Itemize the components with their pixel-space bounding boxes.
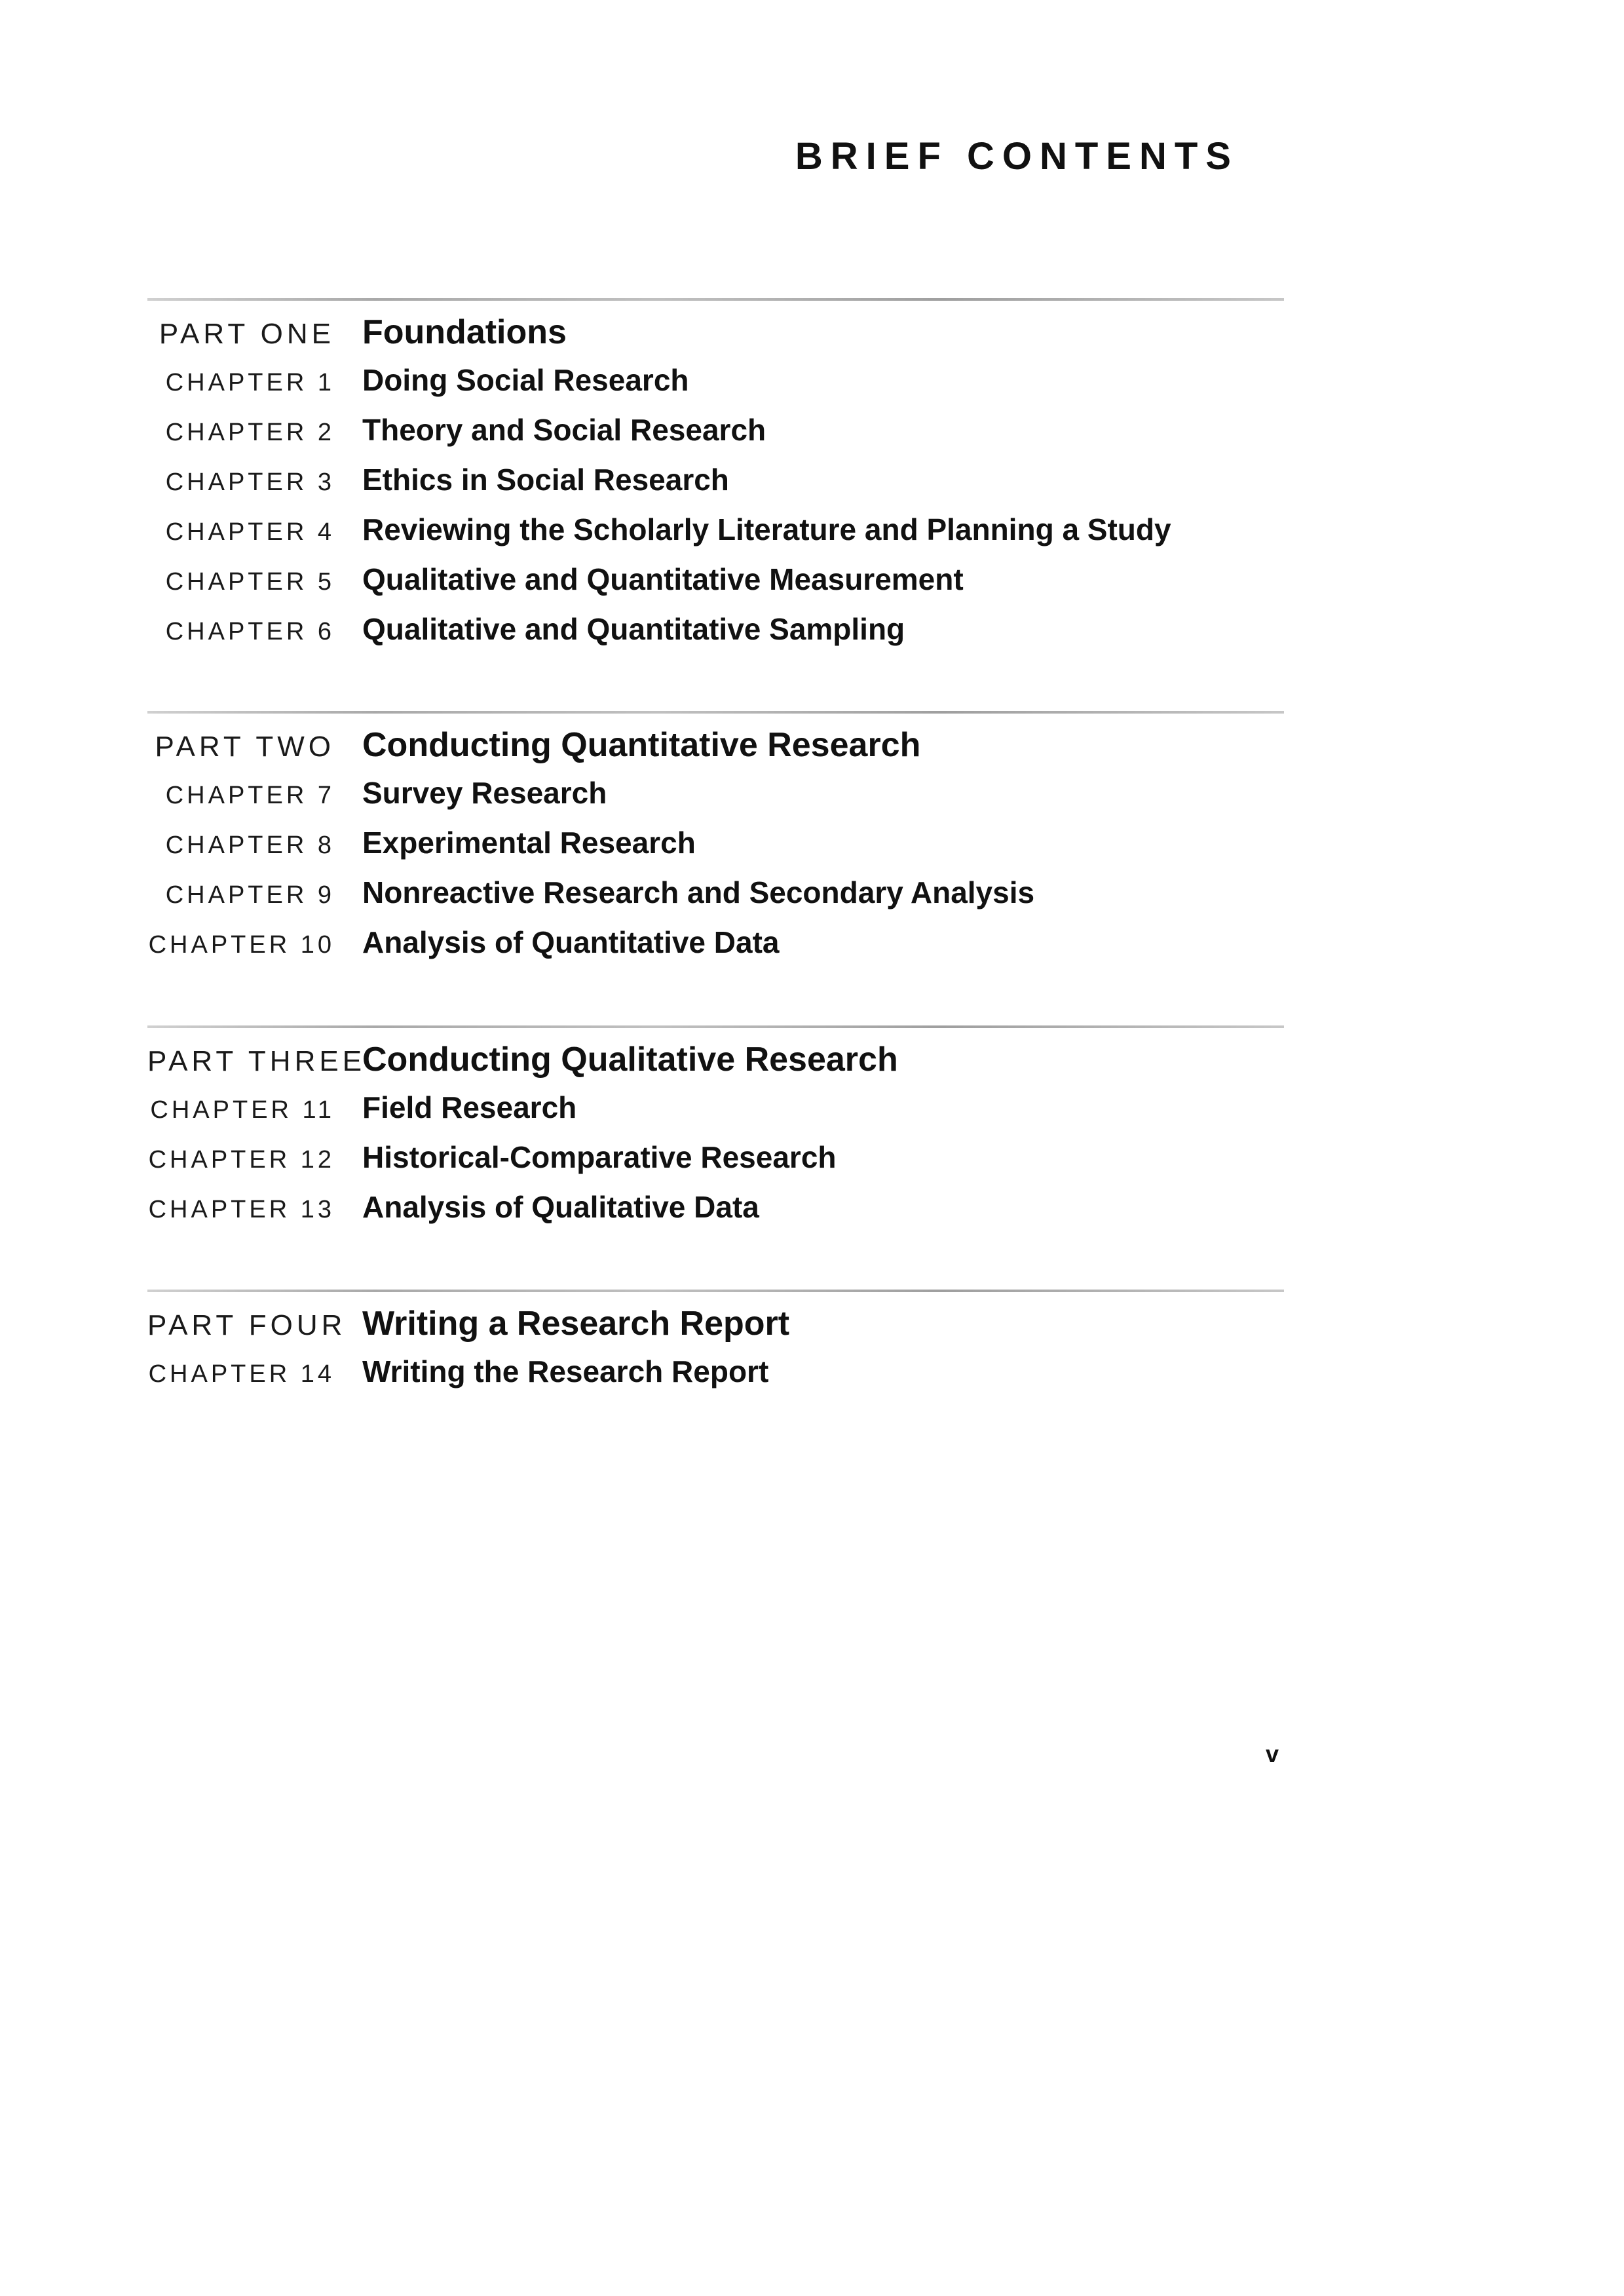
chapter-label: CHAPTER 4 [165,518,335,546]
chapter-label: CHAPTER 1 [165,369,335,396]
chapter-title: Theory and Social Research [362,413,766,447]
chapter-row [147,362,1284,412]
chapter-title: Analysis of Qualitative Data [362,1190,759,1224]
chapter-row [147,775,1284,825]
chapter-label: CHAPTER 5 [165,568,335,596]
part-heading-row [147,1040,1284,1090]
part-title: Foundations [362,313,567,351]
chapter-row [147,611,1284,661]
chapter-title: Writing the Research Report [362,1354,769,1388]
chapter-label: CHAPTER 13 [148,1196,335,1223]
part-label: PART FOUR [147,1309,347,1341]
chapter-row [147,925,1284,974]
page-number: v [1266,1740,1279,1767]
chapter-row [147,512,1284,562]
section-divider [147,1025,1284,1028]
page-title: BRIEF CONTENTS [795,135,1239,178]
chapter-title: Experimental Research [362,826,696,860]
chapter-label: CHAPTER 14 [148,1360,335,1388]
section-divider [147,711,1284,714]
chapter-label: CHAPTER 9 [165,881,335,909]
part-title: Conducting Qualitative Research [362,1041,898,1079]
chapter-row [147,562,1284,611]
part-heading-row [147,725,1284,775]
chapter-title: Ethics in Social Research [362,463,729,497]
chapter-row [147,1090,1284,1139]
chapter-title: Field Research [362,1090,577,1124]
chapter-title: Doing Social Research [362,363,689,397]
part-label: PART THREE [147,1045,366,1077]
chapter-row [147,1139,1284,1189]
part-title: Writing a Research Report [362,1305,790,1343]
chapter-label: CHAPTER 11 [150,1096,335,1124]
chapter-row [147,1189,1284,1239]
chapter-label: CHAPTER 8 [165,832,335,859]
part-label: PART TWO [155,731,335,763]
part-four-section [147,1290,1284,1404]
part-title: Conducting Quantitative Research [362,726,921,764]
chapter-label: CHAPTER 3 [165,469,335,496]
chapter-label: CHAPTER 6 [165,618,335,645]
part-heading-row [147,1304,1284,1354]
part-two-section [147,711,1284,974]
chapter-label: CHAPTER 7 [165,782,335,809]
part-one-section [147,298,1284,661]
chapter-title: Nonreactive Research and Secondary Analysis [362,875,1035,909]
chapter-title: Historical-Comparative Research [362,1140,837,1174]
section-divider [147,298,1284,301]
part-label: PART ONE [159,318,335,350]
section-divider [147,1290,1284,1292]
chapter-row [147,825,1284,875]
chapter-label: CHAPTER 2 [165,419,335,446]
chapter-row [147,462,1284,512]
chapter-title: Analysis of Quantitative Data [362,925,780,959]
chapter-row [147,875,1284,925]
chapter-title: Survey Research [362,776,607,810]
chapter-title: Qualitative and Quantitative Sampling [362,612,905,646]
chapter-label: CHAPTER 10 [148,931,335,959]
chapter-title: Reviewing the Scholarly Literature and Planning a Study [362,512,1171,546]
chapter-row [147,1354,1284,1404]
part-heading-row [147,313,1284,362]
chapter-label: CHAPTER 12 [148,1146,335,1174]
part-three-section [147,1025,1284,1239]
chapter-title: Qualitative and Quantitative Measurement [362,562,964,596]
chapter-row [147,412,1284,462]
